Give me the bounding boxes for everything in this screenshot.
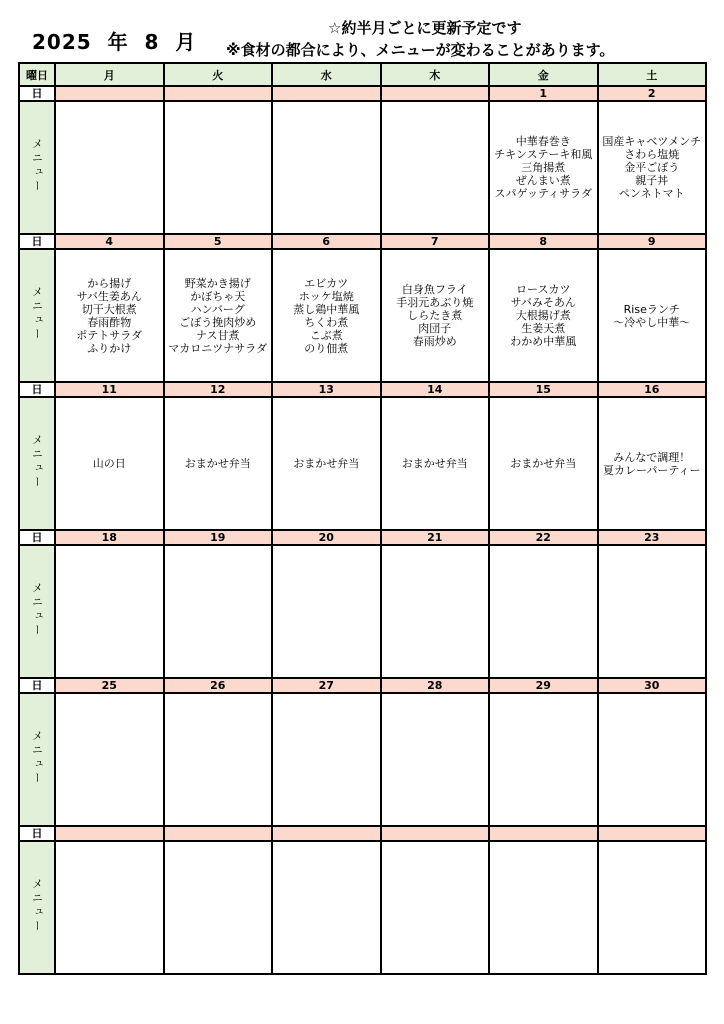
- date-row: [19, 530, 706, 545]
- date-cell: 28: [381, 678, 490, 693]
- date-row-label: 日: [19, 382, 55, 397]
- year-unit: 年: [107, 30, 129, 54]
- month-unit: 月: [175, 30, 197, 54]
- menu-label-text: メニュー: [30, 138, 44, 194]
- menu-item: 中華春巻き: [515, 135, 571, 148]
- menu-cell: [598, 249, 707, 382]
- menu-row-label: [19, 101, 55, 234]
- menu-item: 蒸し鶏中華風: [293, 302, 360, 316]
- menu-item: サバ生姜あん: [76, 289, 142, 303]
- date-cell: 27: [272, 678, 381, 693]
- date-cell: [55, 86, 164, 101]
- date-cell: 26: [164, 678, 273, 693]
- menu-row: [19, 249, 706, 382]
- menu-cell: [272, 545, 381, 678]
- menu-cell: [489, 693, 598, 826]
- menu-cell: [55, 249, 164, 382]
- date-cell: 8: [489, 234, 598, 249]
- date-cell: 18: [55, 530, 164, 545]
- menu-item: 春雨炒め: [412, 335, 457, 348]
- weekday-header: 水: [272, 63, 381, 86]
- date-cell: 13: [272, 382, 381, 397]
- menu-item: 国産キャベツメンチ: [602, 135, 702, 148]
- date-row-label: 日: [19, 234, 55, 249]
- date-cell: 1: [489, 86, 598, 101]
- menu-cell: [381, 249, 490, 382]
- date-cell: 6: [272, 234, 381, 249]
- menu-cell: [381, 397, 490, 530]
- menu-item: しらたき煮: [407, 309, 463, 322]
- menu-cell: [598, 841, 707, 974]
- date-row: [19, 86, 706, 101]
- date-cell: 25: [55, 678, 164, 693]
- date-cell: 4: [55, 234, 164, 249]
- date-cell: [381, 86, 490, 101]
- weekday-header-row: [19, 63, 706, 86]
- menu-row: [19, 101, 706, 234]
- date-row-label: 日: [19, 86, 55, 101]
- page-title: [32, 26, 196, 55]
- menu-row-label: [19, 249, 55, 382]
- date-row: [19, 382, 706, 397]
- date-cell: [489, 826, 598, 841]
- date-row: [19, 826, 706, 841]
- menu-cell: [55, 841, 164, 974]
- ingredient-note: ※食材の都合により、メニューが変わることがあります。: [226, 41, 615, 59]
- menu-cell: [272, 249, 381, 382]
- menu-cell: [164, 249, 273, 382]
- menu-item: おまかせ弁当: [184, 457, 251, 470]
- menu-cell: [164, 841, 273, 974]
- menu-row: [19, 545, 706, 678]
- weekday-header: 木: [381, 63, 490, 86]
- menu-row-label: [19, 545, 55, 678]
- date-row-label: 日: [19, 826, 55, 841]
- menu-cell: [489, 841, 598, 974]
- menu-row-label: [19, 397, 55, 530]
- menu-item: 白身魚フライ: [401, 283, 468, 296]
- menu-cell: [164, 397, 273, 530]
- date-row-label: 日: [19, 530, 55, 545]
- date-cell: 11: [55, 382, 164, 397]
- menu-label-text: メニュー: [30, 878, 44, 934]
- menu-cell: [381, 545, 490, 678]
- calendar-body: [19, 63, 706, 974]
- menu-item: ごぼう挽肉炒め: [179, 315, 257, 329]
- menu-cell: [272, 841, 381, 974]
- menu-cell: [598, 545, 707, 678]
- menu-cell: [272, 693, 381, 826]
- menu-item: サバみそあん: [510, 296, 576, 309]
- menu-cell: [164, 693, 273, 826]
- menu-cell: [55, 397, 164, 530]
- date-cell: 29: [489, 678, 598, 693]
- menu-cell: [489, 101, 598, 234]
- menu-label-text: メニュー: [30, 286, 44, 342]
- menu-item: 野菜かき揚げ: [184, 276, 251, 290]
- date-cell: 19: [164, 530, 273, 545]
- menu-item: 切干大根煮: [81, 302, 137, 316]
- menu-item: 親子丼: [635, 174, 669, 187]
- weekday-corner-label: 曜日: [19, 63, 55, 86]
- update-note: ☆約半月ごとに更新予定です: [328, 19, 522, 37]
- menu-item: ナス甘煮: [195, 328, 240, 342]
- weekday-header: 土: [598, 63, 707, 86]
- menu-item: ぜんまい煮: [515, 174, 571, 187]
- menu-cell: [489, 545, 598, 678]
- menu-cell: [381, 101, 490, 234]
- menu-item: スパゲッティサラダ: [494, 187, 593, 200]
- menu-cell: [381, 841, 490, 974]
- date-cell: 12: [164, 382, 273, 397]
- menu-item: おまかせ弁当: [401, 457, 468, 470]
- menu-cell: [272, 101, 381, 234]
- menu-row: [19, 693, 706, 826]
- date-cell: 14: [381, 382, 490, 397]
- menu-item: わかめ中華風: [510, 335, 577, 348]
- date-cell: 20: [272, 530, 381, 545]
- date-row-label: 日: [19, 678, 55, 693]
- menu-item: マカロニツナサラダ: [168, 341, 268, 355]
- menu-row-label: [19, 841, 55, 974]
- weekday-header: 月: [55, 63, 164, 86]
- menu-cell: [598, 101, 707, 234]
- menu-cell: [164, 545, 273, 678]
- date-cell: [164, 86, 273, 101]
- menu-row: [19, 397, 706, 530]
- menu-item: ふりかけ: [87, 341, 132, 355]
- menu-item: 手羽元あぶり焼: [396, 296, 474, 309]
- menu-item: みんなで調理！: [613, 450, 691, 464]
- menu-item: 金平ごぼう: [624, 161, 680, 174]
- menu-label-text: メニュー: [30, 582, 44, 638]
- date-row: [19, 678, 706, 693]
- menu-cell: [55, 101, 164, 234]
- weekday-header: 金: [489, 63, 598, 86]
- menu-item: さわら塩焼: [624, 148, 680, 161]
- menu-row: [19, 841, 706, 974]
- menu-item: こぶ煮: [309, 328, 343, 342]
- menu-item: ロースカツ: [516, 283, 571, 296]
- menu-item: おまかせ弁当: [293, 457, 360, 470]
- menu-calendar: [18, 62, 707, 975]
- menu-cell: [164, 101, 273, 234]
- menu-item: 春雨酢物: [87, 315, 132, 329]
- menu-cell: [598, 397, 707, 530]
- date-cell: [381, 826, 490, 841]
- menu-label-text: メニュー: [30, 730, 44, 786]
- date-cell: 30: [598, 678, 707, 693]
- menu-item: のり佃煮: [304, 341, 349, 355]
- date-cell: [55, 826, 164, 841]
- menu-item: 生姜天煮: [521, 322, 566, 335]
- date-cell: [164, 826, 273, 841]
- date-cell: [598, 826, 707, 841]
- date-cell: 2: [598, 86, 707, 101]
- menu-item: ～冷やし中華～: [613, 315, 691, 329]
- date-cell: 16: [598, 382, 707, 397]
- menu-cell: [55, 545, 164, 678]
- menu-cell: [55, 693, 164, 826]
- weekday-header: 火: [164, 63, 273, 86]
- menu-cell: [272, 397, 381, 530]
- menu-item: 山の日: [92, 457, 126, 470]
- date-cell: 5: [164, 234, 273, 249]
- menu-item: かぼちゃ天: [190, 289, 246, 303]
- menu-cell: [598, 693, 707, 826]
- menu-item: おまかせ弁当: [510, 457, 577, 470]
- year-value: 2025: [32, 30, 92, 54]
- menu-label-text: メニュー: [30, 434, 44, 490]
- date-cell: 22: [489, 530, 598, 545]
- menu-item: ペンネトマト: [618, 187, 685, 200]
- date-cell: 21: [381, 530, 490, 545]
- menu-item: Riseランチ: [623, 302, 680, 316]
- date-cell: [272, 86, 381, 101]
- date-cell: 15: [489, 382, 598, 397]
- date-cell: 9: [598, 234, 707, 249]
- menu-cell: [489, 249, 598, 382]
- month-value: 8: [144, 30, 160, 54]
- menu-item: チキンステーキ和風: [494, 148, 593, 161]
- menu-row-label: [19, 693, 55, 826]
- menu-item: ちくわ煮: [304, 315, 349, 329]
- date-cell: 7: [381, 234, 490, 249]
- menu-item: ポテトサラダ: [76, 328, 143, 342]
- date-row: [19, 234, 706, 249]
- menu-item: 大根揚げ煮: [515, 309, 571, 322]
- menu-cell: [489, 397, 598, 530]
- menu-item: 肉団子: [418, 322, 452, 335]
- menu-item: 三角揚煮: [521, 161, 566, 174]
- menu-item: ハンバーグ: [190, 302, 245, 316]
- date-cell: [272, 826, 381, 841]
- menu-item: エビカツ: [304, 276, 349, 290]
- menu-item: から揚げ: [87, 276, 132, 290]
- date-cell: 23: [598, 530, 707, 545]
- menu-cell: [381, 693, 490, 826]
- menu-item: ホッケ塩焼: [298, 289, 354, 303]
- menu-item: 夏カレーパーティー: [602, 463, 701, 477]
